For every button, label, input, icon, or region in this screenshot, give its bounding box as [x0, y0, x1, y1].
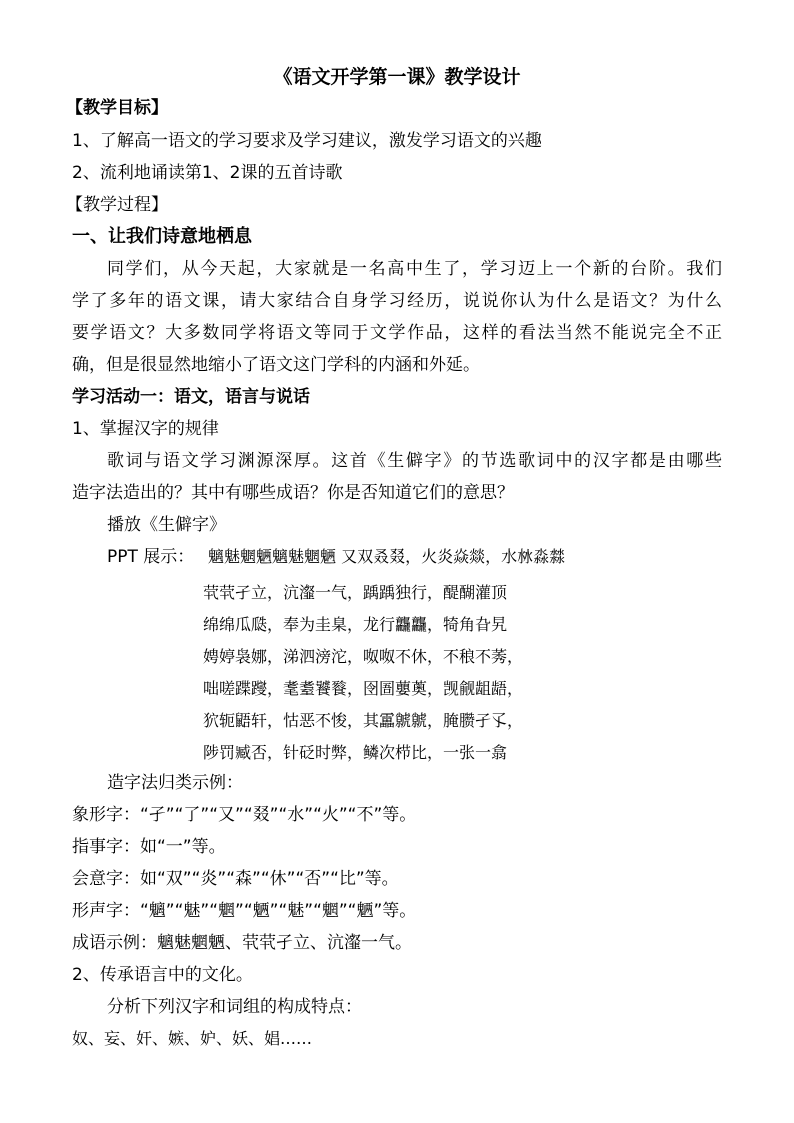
ppt-line: 魑魅魍魉魑魅魍魉 又双叒叕，火炎焱燚，水沝淼㵘: [208, 547, 566, 566]
intro-paragraph-line: 要学语文？大多数同学将语文等同于文学作品，这样的看法当然不能说完全不正: [72, 323, 722, 343]
objective-item: 2、流利地诵读第1、2课的五首诗歌: [72, 163, 343, 183]
chars-line: 奴、妄、奸、嫉、妒、妖、娼……: [72, 1029, 313, 1048]
ppt-line: 咄嗟蹀躞，耄耋饕餮，囹圄蘡薁，觊觎龃龉，: [203, 679, 524, 698]
classify-line: 形声字：“魑”“魅”“魍”“魉”“魅”“魍”“魉”等。: [72, 901, 417, 921]
ppt-line: 绵绵瓜瓞，奉为圭臬，龙行龘龘，犄角旮旯: [203, 615, 508, 634]
classify-line: 象形字：“孑”“了”“又”“叕”“水”“火”“不”等。: [72, 805, 417, 825]
classify-line: 成语示例：魑魅魍魉、茕茕孑立、沆瀣一气。: [72, 933, 412, 953]
classify-line: 指事字：如“一”等。: [72, 837, 226, 857]
objectives-heading: 【教学目标】: [66, 98, 168, 118]
ppt-line: 狖轭鼯轩，怙恶不悛，其靁虩虩，腌臜孑孓，: [203, 711, 524, 730]
intro-paragraph-line: 确，但是很显然地缩小了语文这门学科的内涵和外延。: [72, 355, 480, 375]
classify-heading: 造字法归类示例：: [107, 773, 243, 793]
analyze-line: 分析下列汉字和词组的构成特点：: [107, 997, 362, 1017]
document-title: 《语文开学第一课》教学设计: [273, 66, 521, 88]
play-song-line: 播放《生僻字》: [107, 515, 226, 535]
item-heading: 2、传承语言中的文化。: [72, 965, 253, 985]
intro-paragraph-line: 学了多年的语文课，请大家结合自身学习经历，说说你认为什么是语文？为什么: [72, 291, 722, 311]
item-heading: 1、掌握汉字的规律: [72, 419, 219, 439]
intro-paragraph-line: 同学们，从今天起，大家就是一名高中生了，学习迈上一个新的台阶。我们: [107, 259, 722, 279]
ppt-line: 娉婷袅娜，涕泗滂沱，呶呶不休，不稂不莠，: [203, 647, 524, 666]
process-heading: 【教学过程】: [66, 195, 168, 215]
objective-item: 1、了解高一语文的学习要求及学习建议，激发学习语文的兴趣: [72, 131, 542, 151]
lyrics-paragraph-line: 造字法造出的？其中有哪些成语？你是否知道它们的意思？: [72, 483, 514, 503]
activity-heading: 学习活动一：语文，语言与说话: [72, 387, 310, 407]
section-heading: 一、让我们诗意地栖息: [72, 226, 252, 247]
classify-line: 会意字：如“双”“炎”“森”“休”“否”“比”等。: [72, 869, 399, 889]
lyrics-paragraph-line: 歌词与语文学习渊源深厚。这首《生僻字》的节选歌词中的汉字都是由哪些: [107, 451, 722, 471]
ppt-line: 茕茕孑立，沆瀣一气，踽踽独行，醍醐灌顶: [203, 583, 508, 602]
ppt-label: PPT 展示：: [107, 547, 195, 567]
ppt-line: 陟罚臧否，针砭时弊，鳞次栉比，一张一翕: [203, 743, 508, 762]
